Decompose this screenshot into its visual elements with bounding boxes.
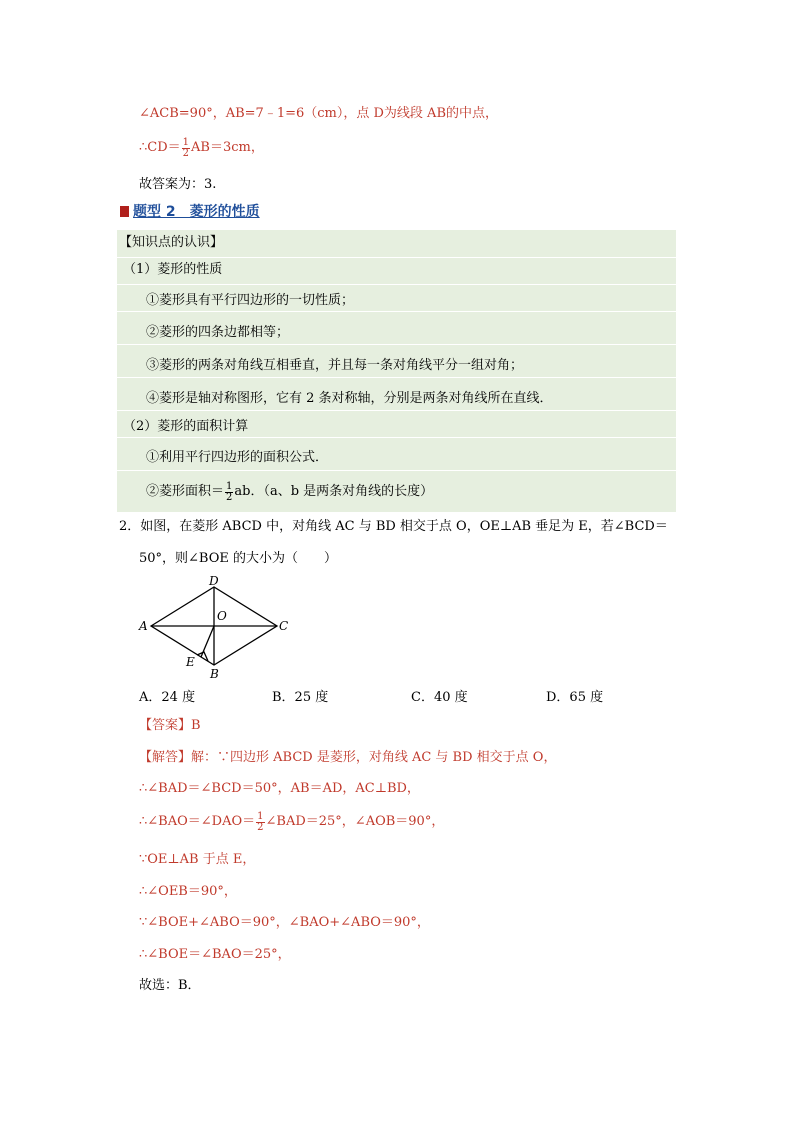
choice-a[interactable]: A．24 度 [139, 690, 196, 705]
fraction-numerator: 1 [226, 480, 233, 492]
divider [117, 377, 676, 378]
prev-answer-line: 故答案为：3. [139, 177, 217, 192]
fraction-numerator: 1 [182, 136, 190, 148]
solution-line: 【解答】解：∵四边形 ABCD 是菱形，对角线 AC 与 BD 相交于点 O， [139, 750, 557, 765]
knowledge-item-area [146, 477, 433, 507]
choice-b[interactable]: B．25 度 [272, 690, 329, 705]
choice-c[interactable]: C．40 度 [411, 690, 468, 705]
answer-label: 【答案】B [139, 718, 201, 733]
solution-line: ∴∠OEB＝90°， [139, 884, 237, 899]
fraction-denominator: 2 [226, 491, 233, 503]
prev-solution-line2-post: AB＝3cm， [191, 140, 264, 155]
label-c: C [279, 619, 289, 633]
label-b: B [210, 667, 219, 681]
prev-solution-line1: ∠ACB=90°，AB=7﹣1=6（cm），点 D为线段 AB的中点， [139, 106, 498, 121]
solution-line-fraction [139, 807, 444, 837]
divider [117, 470, 676, 471]
section-marker-icon [120, 206, 129, 217]
divider [117, 344, 676, 345]
label-a: A [139, 619, 148, 633]
solution-fraction [256, 812, 264, 833]
knowledge-item: ③菱形的两条对角线互相垂直，并且每一条对角线平分一组对角； [146, 358, 524, 373]
fraction-denominator: 2 [182, 147, 190, 159]
rhombus-figure [136, 570, 296, 682]
solution-line: ∵OE⊥AB 于点 E， [139, 852, 256, 867]
area-formula-pre: ②菱形面积＝ [146, 484, 225, 499]
knowledge-header: 【知识点的认识】 [119, 235, 224, 250]
divider [117, 284, 676, 285]
divider [117, 410, 676, 411]
fraction-numerator: 1 [257, 810, 264, 822]
solution-line: ∴∠BAD＝∠BCD＝50°，AB＝AD，AC⊥BD， [139, 781, 420, 796]
area-fraction [225, 482, 233, 503]
prev-solution-line2-pre: ∴CD＝ [139, 140, 181, 155]
question-line2: 50°，则∠BOE 的大小为（ ） [139, 551, 338, 566]
question-line1: 2．如图，在菱形 ABCD 中，对角线 AC 与 BD 相交于点 O，OE⊥AB 垂足为 E，若∠BCD＝ [119, 519, 668, 534]
solution-final: 故选：B． [139, 978, 201, 993]
divider [117, 257, 676, 258]
knowledge-item: ②菱形的四条边都相等； [146, 325, 290, 340]
solution-line: ∴∠BOE＝∠BAO＝25°， [139, 947, 291, 962]
solution-frac-post: ∠BAD＝25°，∠AOB＝90°， [265, 814, 445, 829]
area-formula-post: ab．（a、b 是两条对角线的长度） [234, 484, 434, 499]
prev-solution-fraction [182, 138, 190, 159]
knowledge-item: ④菱形是轴对称图形，它有 2 条对称轴，分别是两条对角线所在直线． [146, 391, 553, 406]
label-e: E [186, 655, 195, 669]
knowledge-part2-title: （2）菱形的面积计算 [123, 419, 249, 434]
prev-solution-line2 [139, 133, 264, 163]
solution-line: ∵∠BOE+∠ABO＝90°，∠BAO+∠ABO＝90°， [139, 915, 430, 930]
label-d: D [209, 574, 219, 588]
section-title [120, 202, 260, 220]
divider [117, 437, 676, 438]
knowledge-part1-title: （1）菱形的性质 [123, 262, 223, 277]
divider [117, 311, 676, 312]
knowledge-item: ①菱形具有平行四边形的一切性质； [146, 293, 355, 308]
choice-d[interactable]: D．65 度 [546, 690, 604, 705]
section-title-text: 题型 2 菱形的性质 [133, 204, 260, 220]
knowledge-item: ①利用平行四边形的面积公式． [146, 450, 329, 465]
label-o: O [217, 609, 227, 623]
solution-frac-pre: ∴∠BAO＝∠DAO＝ [139, 814, 256, 829]
fraction-denominator: 2 [257, 821, 264, 833]
